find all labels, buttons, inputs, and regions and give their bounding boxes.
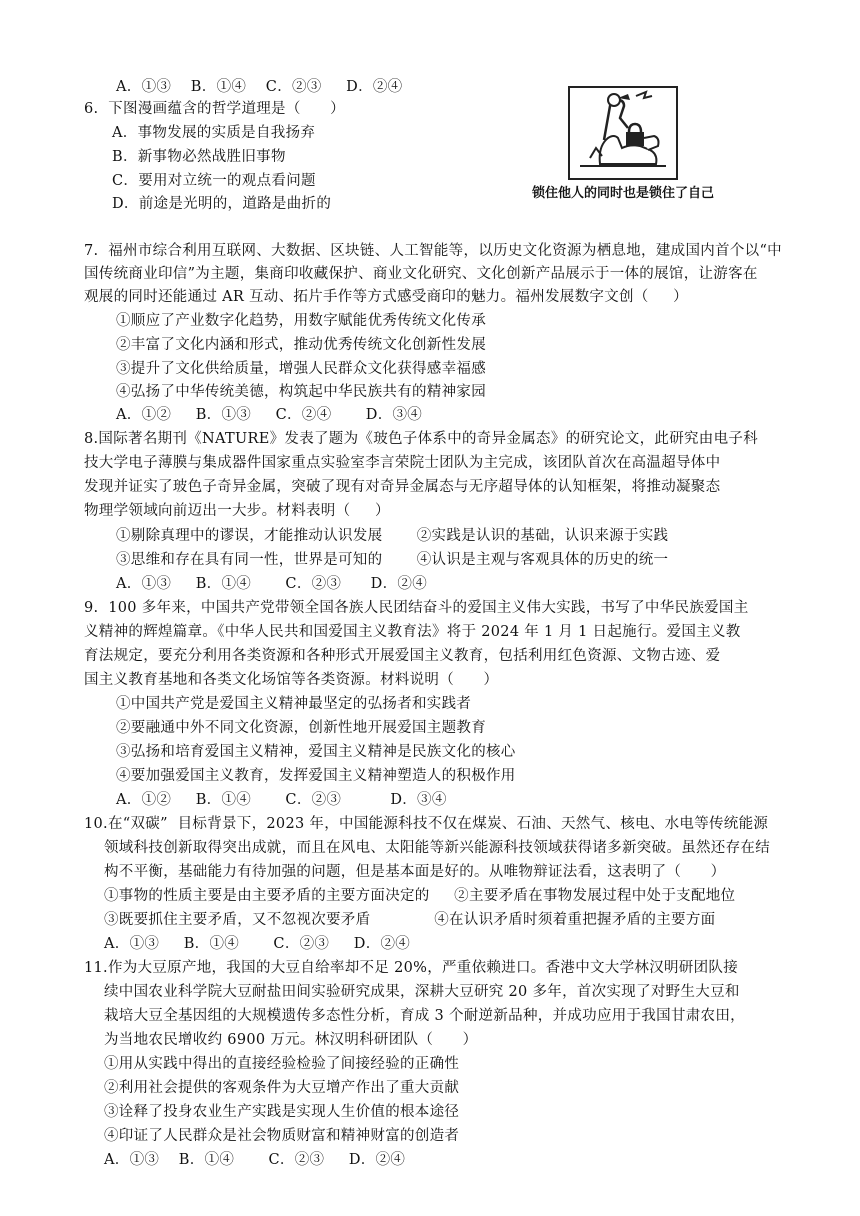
q9-stem-line1: 9. 100 多年来，中国共产党带领全国各族人民团结奋斗的爱国主义伟大实践，书写了中华民族爱国主 <box>84 600 749 616</box>
q10-statements-1-2: ①事物的性质主要是由主要矛盾的主要方面决定的 ②主要矛盾在事物发展过程中处于支配地位 <box>104 888 736 904</box>
q11-statement-3: ③诠释了投身农业生产实践是实现人生价值的根本途径 <box>104 1104 460 1120</box>
cartoon-image <box>568 86 678 180</box>
q6-option-c: C．要用对立统一的观点看问题 <box>112 173 316 189</box>
q11-options: A．①③ B．①④ C．②③ D．②④ <box>104 1152 406 1168</box>
q9-statement-4: ④要加强爱国主义教育，发挥爱国主义精神塑造人的积极作用 <box>116 768 516 784</box>
q11-statement-2: ②利用社会提供的客观条件为大豆增产作出了重大贡献 <box>104 1080 460 1096</box>
q9-statement-2: ②要融通中外不同文化资源，创新性地开展爱国主题教育 <box>116 720 486 736</box>
q11-stem-line1: 11.作为大豆原产地，我国的大豆自给率却不足 20%，严重依赖进口。香港中文大学林汉明研团队接 <box>84 960 738 976</box>
q11-stem-line3: 栽培大豆全基因组的大规模遗传多态性分析，育成 3 个耐逆新品种，并成功应用于我国甘肃农田， <box>104 1008 745 1024</box>
cartoon-figure <box>528 80 718 210</box>
q7-statement-2: ②丰富了文化内涵和形式，推动优秀传统文化创新性发展 <box>116 337 486 353</box>
q7-statement-1: ①顺应了产业数字化趋势，用数字赋能优秀传统文化传承 <box>116 313 486 329</box>
q8-stem-line2: 技大学电子薄膜与集成器件国家重点实验室李言荣院士团队为主完成，该团队首次在高温超导体中 <box>84 455 721 471</box>
q8-stem-line3: 发现并证实了玻色子奇异金属，突破了现有对奇异金属态与无序超导体的认知框架，将推动凝聚态 <box>84 479 721 495</box>
q9-statement-1: ①中国共产党是爱国主义精神最坚定的弘扬者和实践者 <box>116 696 472 712</box>
q9-statement-3: ③弘扬和培育爱国主义精神，爱国主义精神是民族文化的核心 <box>116 744 516 760</box>
q9-options: A．①② B．①④ C．②③ D．③④ <box>116 792 447 808</box>
q8-stem-line4: 物理学领域向前迈出一大步。材料表明（ ） <box>84 503 390 519</box>
q6-option-d: D．前途是光明的，道路是曲折的 <box>112 196 332 212</box>
q10-stem-line1: 10.在“双碳” 目标背景下，2023 年，中国能源科技不仅在煤炭、石油、天然气、核电、水电等传统能源 <box>84 816 769 832</box>
q6-stem: 6. 下图漫画蕴含的哲学道理是（ ） <box>84 101 345 117</box>
q7-statement-3: ③提升了文化供给质量，增强人民群众文化获得感幸福感 <box>116 361 486 377</box>
q7-statement-4: ④弘扬了中华传统美德，构筑起中华民族共有的精神家园 <box>116 384 486 400</box>
q11-statement-4: ④印证了人民群众是社会物质财富和精神财富的创造者 <box>104 1128 460 1144</box>
q9-stem-line2: 义精神的辉煌篇章。《中华人民共和国爱国主义教育法》将于 2024 年 1 月 1 日起施行。爱国主义教 <box>84 624 741 640</box>
q11-stem-line4: 为当地农民增收约 6900 万元。林汉明科研团队（ ） <box>104 1032 478 1048</box>
q8-statements-1-2: ①剔除真理中的谬误，才能推动认识发展 ②实践是认识的基础，认识来源于实践 <box>116 528 669 544</box>
q6-option-b: B．新事物必然战胜旧事物 <box>112 149 286 165</box>
q11-stem-line2: 续中国农业科学院大豆耐盐田间实验研究成果，深耕大豆研究 20 多年，首次实现了对野生大豆和 <box>104 984 740 1000</box>
q8-options: A．①③ B．①④ C．②③ D．②④ <box>116 576 428 592</box>
cartoon-drawing <box>570 88 676 178</box>
q10-stem-line2: 领域科技创新取得突出成就，而且在风电、太阳能等新兴能源科技领域获得诸多新突破。虽然还存在结 <box>104 840 770 856</box>
q8-statements-3-4: ③思维和存在具有同一性，世界是可知的 ④认识是主观与客观具体的历史的统一 <box>116 552 669 568</box>
q6-option-a: A．事物发展的实质是自我扬弃 <box>112 125 316 141</box>
q7-stem-line1: 7. 福州市综合利用互联网、大数据、区块链、人工智能等，以历史文化资源为栖息地，建成国内首个以“中 <box>84 243 782 259</box>
q7-stem-line3: 观展的同时还能通过 AR 互动、拓片手作等方式感受商印的魅力。福州发展数字文创（ ） <box>84 289 688 305</box>
q10-stem-line3: 构不平衡，基础能力有待加强的问题，但是基本面是好的。从唯物辩证法看，这表明了（ ） <box>104 864 726 880</box>
q8-stem-line1: 8.国际著名期刊《NATURE》发表了题为《玻色子体系中的奇异金属态》的研究论文，此研究由电子科 <box>84 431 758 447</box>
q10-options: A．①③ B．①④ C．②③ D．②④ <box>104 936 411 952</box>
q7-stem-line2: 国传统商业印信”为主题，集商印收藏保护、商业文化研究、文化创新产品展示于一体的展馆，让游客在 <box>84 266 758 282</box>
q9-stem-line4: 国主义教育基地和各类文化场馆等各类资源。材料说明（ ） <box>84 672 499 688</box>
q5-options: A．①③ B．①④ C．②③ D．②④ <box>116 79 403 95</box>
q11-statement-1: ①用从实践中得出的直接经验检验了间接经验的正确性 <box>104 1056 460 1072</box>
q7-options: A．①② B．①③ C．②④ D．③④ <box>116 407 423 423</box>
cartoon-caption: 锁住他人的同时也是锁住了自己 <box>531 186 714 201</box>
q9-stem-line3: 育法规定，要充分利用各类资源和各种形式开展爱国主义教育，包括利用红色资源、文物古迹、爱 <box>84 648 721 664</box>
q10-statements-3-4: ③既要抓住主要矛盾，又不忽视次要矛盾 ④在认识矛盾时须着重把握矛盾的主要方面 <box>104 912 716 928</box>
